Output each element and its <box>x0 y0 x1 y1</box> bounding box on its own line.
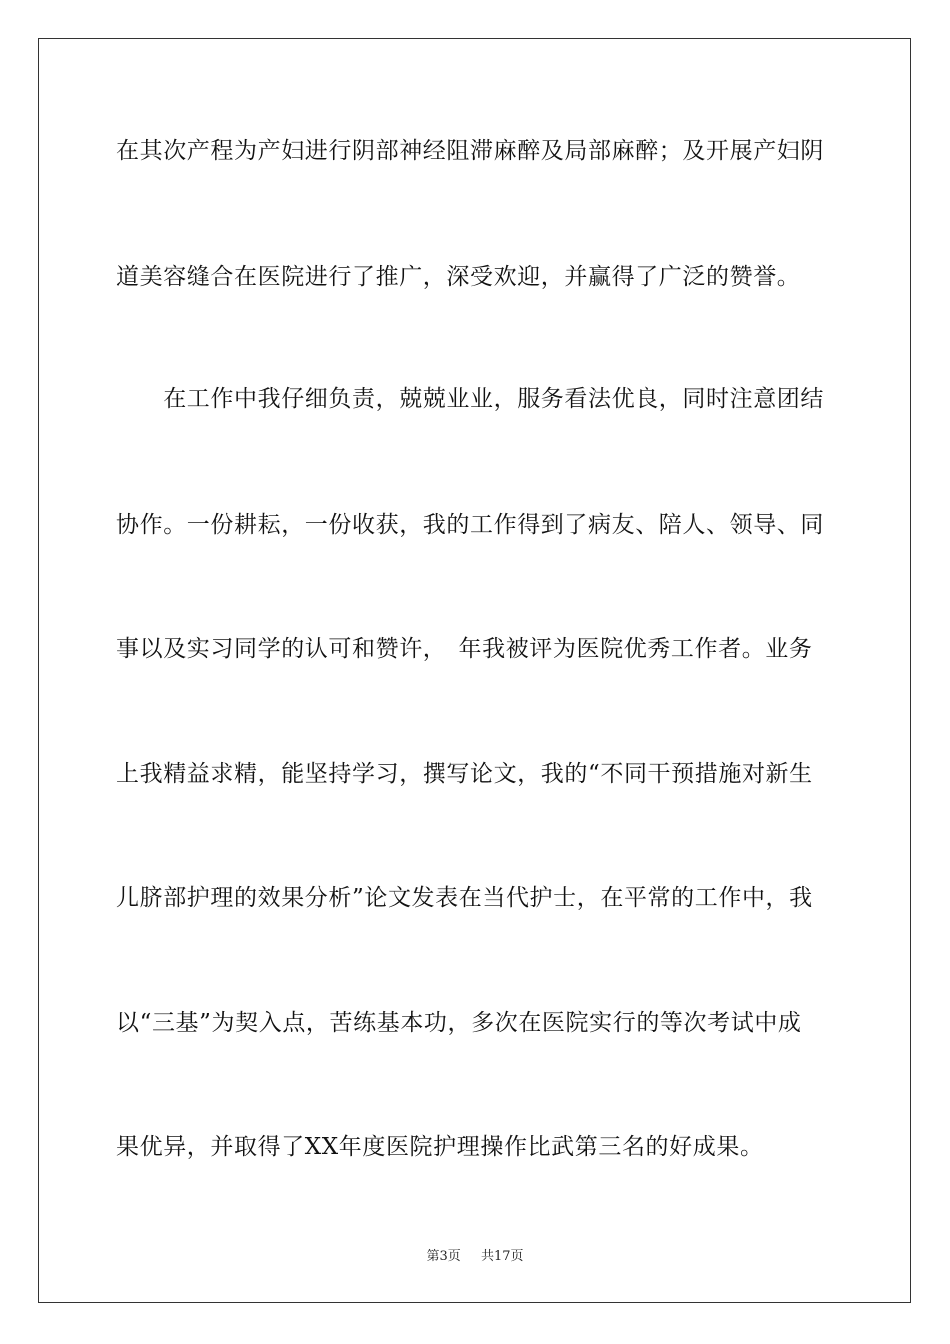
page-footer <box>0 1248 950 1266</box>
body-text-line: 在其次产程为产妇进行阴部神经阻滞麻醉及局部麻醉；及开展产妇阴 <box>116 138 824 164</box>
body-text-line: 上我精益求精，能坚持学习，撰写论文，我的“不同干预措施对新生 <box>116 761 813 787</box>
body-text-line: 儿脐部护理的效果分析”论文发表在当代护士，在平常的工作中，我 <box>116 885 813 911</box>
body-text-line: 在工作中我仔细负责，兢兢业业，服务看法优良，同时注意团结 <box>116 386 824 412</box>
page-number: 第3页 <box>426 1249 461 1264</box>
body-text-line: 事以及实习同学的认可和赞许， 年我被评为医院优秀工作者。业务 <box>116 636 813 662</box>
page-frame <box>38 38 911 1303</box>
body-text-line: 道美容缝合在医院进行了推广，深受欢迎，并赢得了广泛的赞誉。 <box>116 264 801 290</box>
body-text-line: 协作。一份耕耘，一份收获，我的工作得到了病友、陪人、领导、同 <box>116 512 824 538</box>
body-text-line: 果优异，并取得了XX年度医院护理操作比武第三名的好成果。 <box>116 1134 764 1160</box>
page-total: 共17页 <box>481 1249 524 1264</box>
body-text-line: 以“三基”为契入点，苦练基本功，多次在医院实行的等次考试中成 <box>116 1010 802 1036</box>
